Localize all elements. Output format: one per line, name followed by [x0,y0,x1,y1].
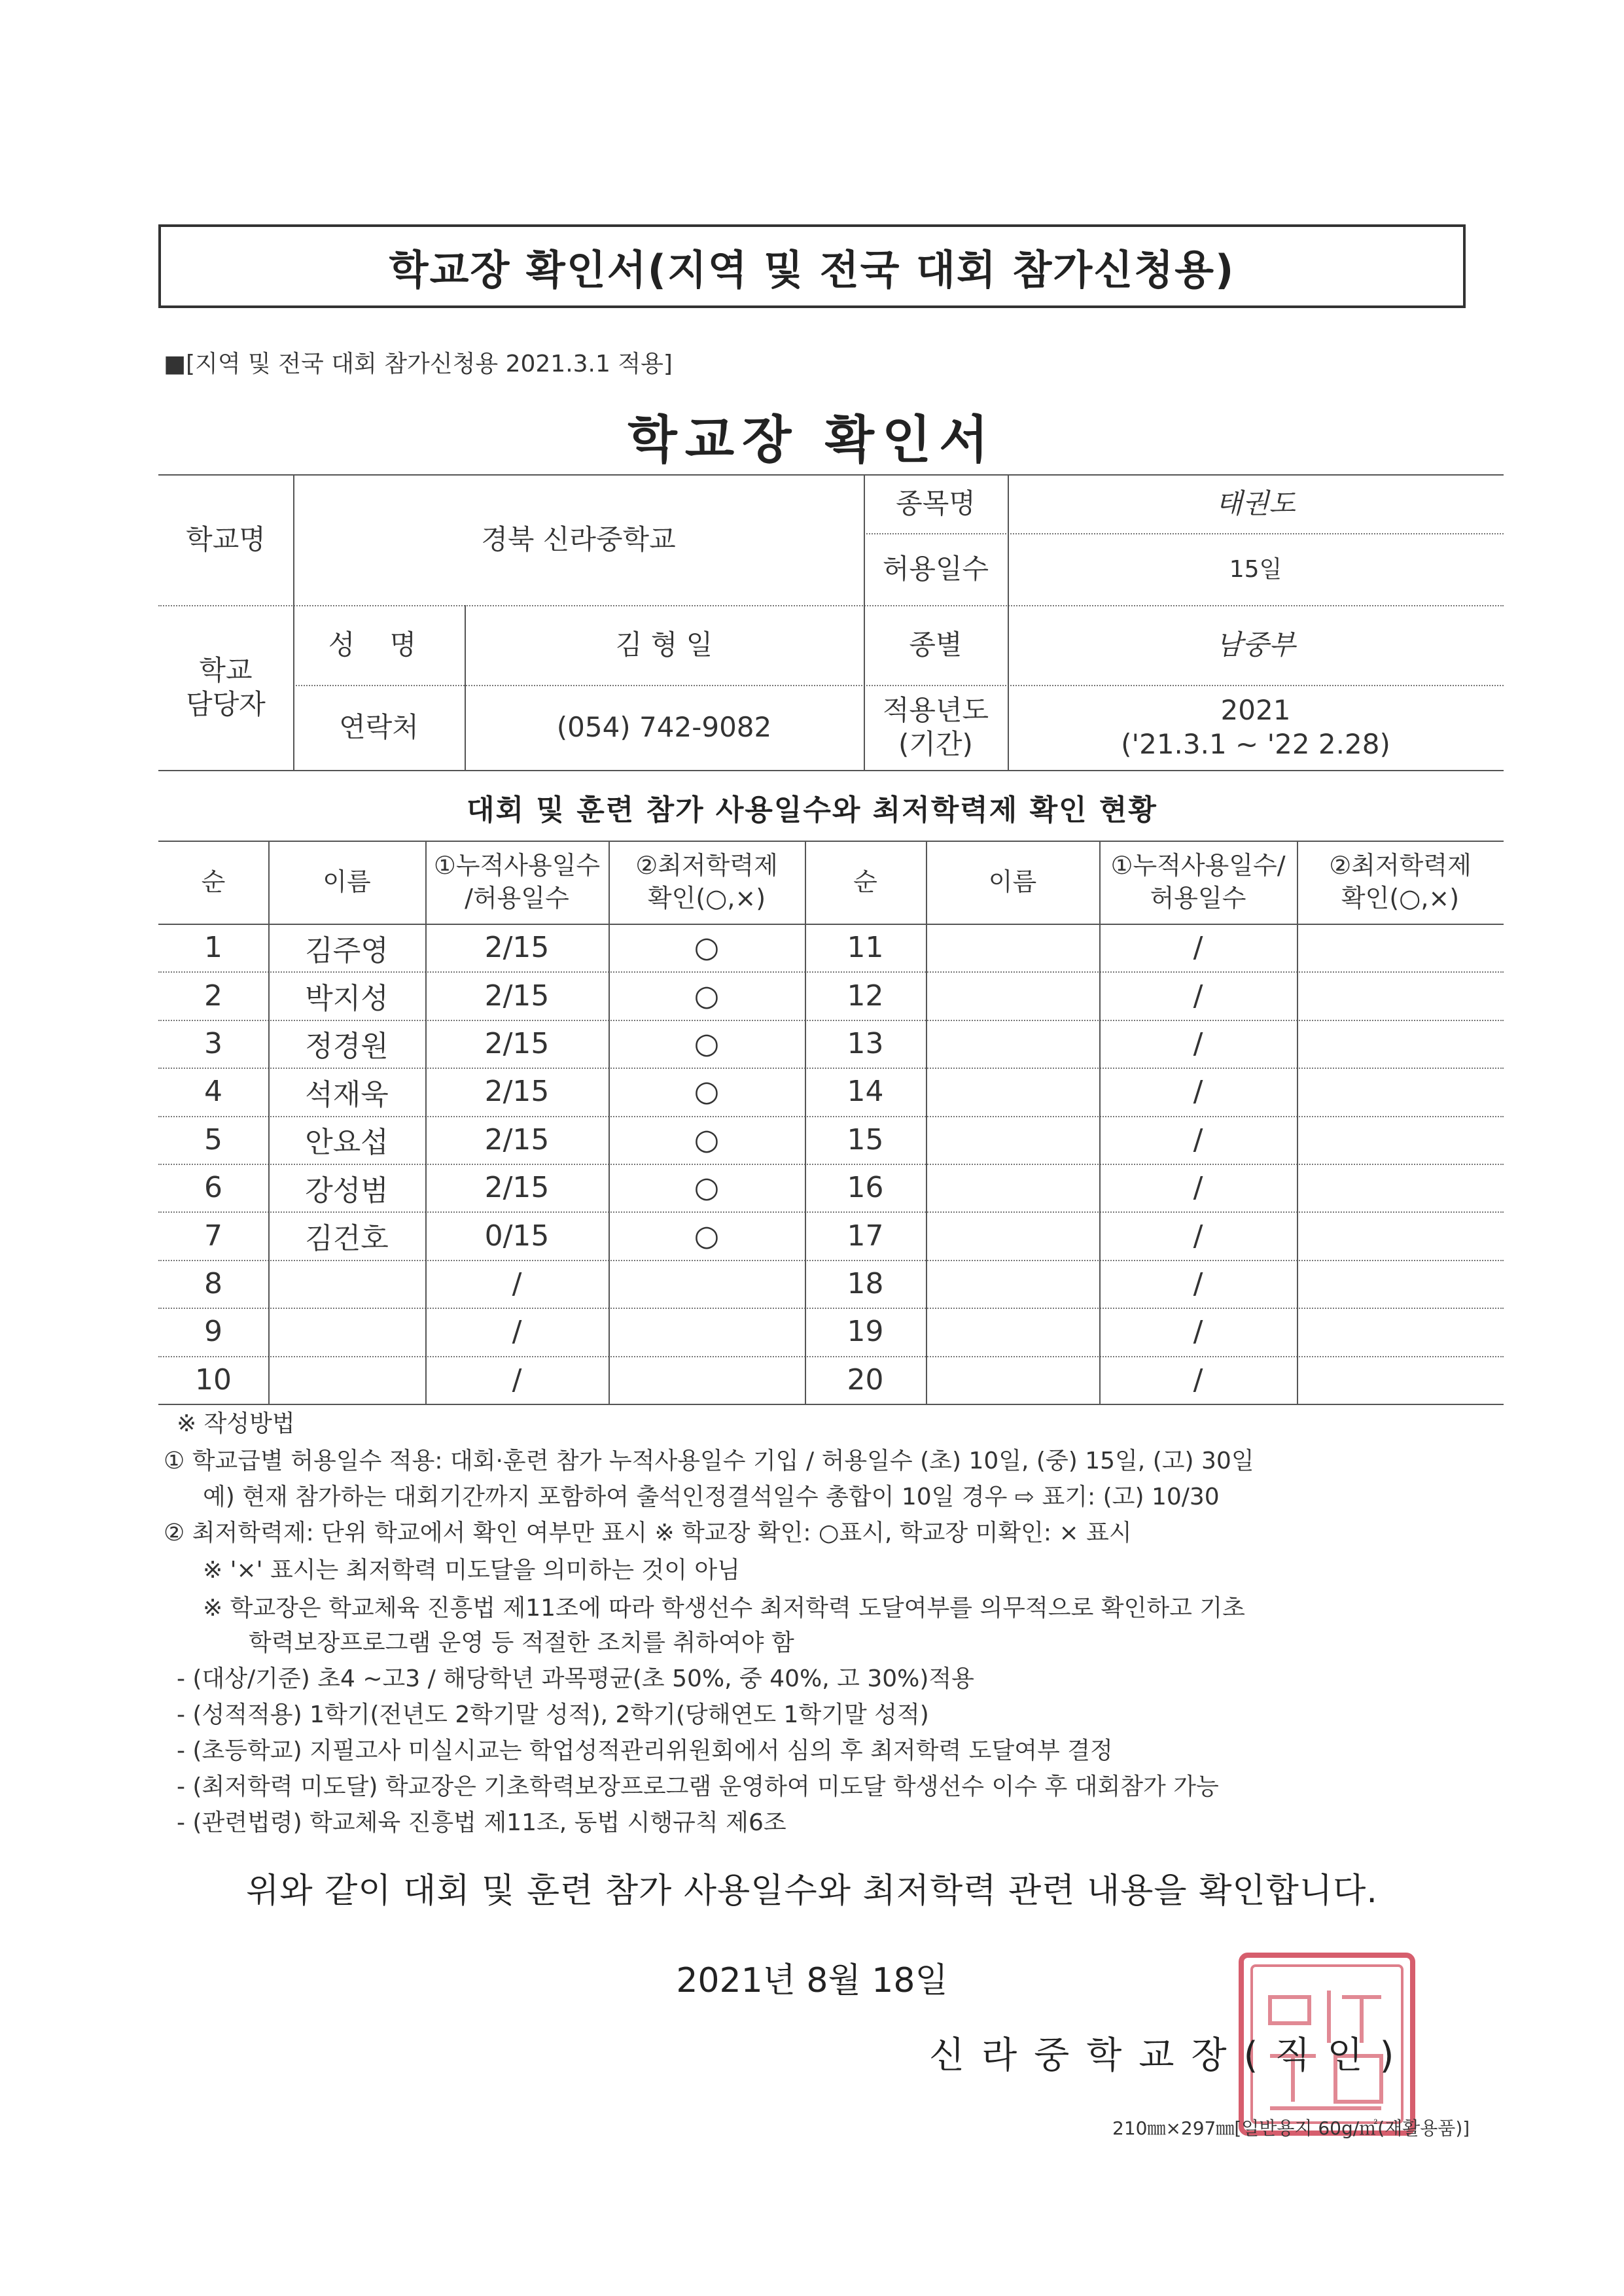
table-row-right-name [926,1356,1099,1404]
table-row-left-check: ○ [694,1075,720,1109]
signature-date: 2021년 8월 18일 [676,1961,948,2000]
table-row-right-name [926,1164,1099,1211]
table-row-right-check [1297,971,1504,1019]
table-row-left-days: / [512,1315,522,1349]
table-row-left-check [609,1260,805,1308]
table-row-left-name: 김건호 [305,1222,389,1256]
table-row-left-name: 안요섭 [305,1126,389,1160]
table-row-left-days: 2/15 [484,1122,550,1157]
school-name-value: 경북 신라중학교 [481,523,676,555]
table-row-left-check: ○ [694,931,720,965]
table-row-left-no: 8 [204,1266,222,1300]
school-name-label: 학교명 [186,523,266,555]
note-line-2: 예) 현재 참가하는 대회기간까지 포함하여 출석인정결석일수 총합이 10일 경우 ⇨ 표기: (고) 10/30 [203,1484,1220,1510]
table-row-left-name [268,1260,425,1308]
table-row-left-check: ○ [694,1171,720,1205]
table-row-left-name [268,1356,425,1404]
division-value: 남중부 [1216,628,1296,661]
allowed-days-value: 15일 [1229,555,1282,583]
document-header-title: 학교장 확인서(지역 및 전국 대회 참가신청용) [158,224,1466,308]
confirmation-statement: 위와 같이 대회 및 훈련 참가 사용일수와 최저학력 관련 내용을 확인합니다. [246,1871,1378,1911]
table-row-left-check: ○ [694,979,720,1013]
table-row-right-days: / [1193,1363,1203,1397]
period-value: ('21.3.1 ~ '22 2.28) [1121,728,1390,760]
table-row-right-days: / [1193,1266,1203,1300]
note-line-6: 학력보장프로그램 운영 등 적절한 조치를 취하여야 함 [249,1629,794,1656]
header-check-right [1297,841,1504,924]
header-no-right: 순 [853,867,877,896]
table-row-left-check: ○ [694,1122,720,1157]
table-row-left-days: 2/15 [484,1171,550,1205]
table-row-right-check [1297,1068,1504,1115]
table-row-right-no: 20 [847,1363,884,1397]
table-row-right-no: 15 [847,1122,884,1157]
page-title: 학교장 확인서 [627,411,997,470]
note-line-3: ② 최저학력제: 단위 학교에서 확인 여부만 표시 ※ 학교장 확인: ○표시, 학교장 미확인: × 표시 [164,1520,1132,1546]
table-row-left-check [609,1308,805,1355]
header-name-left: 이름 [323,867,371,896]
note-line-11: - (관련법령) 학교체육 진흥법 제11조, 동법 시행규칙 제6조 [177,1809,786,1836]
table-row-left-check: ○ [694,1219,720,1253]
note-line-5: ※ 학교장은 학교체육 진흥법 제11조에 따라 학생선수 최저학력 도달여부를 의무적으로 확인하고 기초 [203,1595,1245,1622]
table-row-left-no: 7 [204,1219,222,1253]
table-row-left-days: 2/15 [484,1026,550,1060]
year-value [1008,685,1504,770]
table-row-left-name: 정경원 [305,1030,389,1064]
phone-value: (054) 742-9082 [556,710,772,743]
header-days-right [1099,841,1297,924]
table-row-left-no: 5 [204,1122,222,1157]
table-row-left-name: 석재욱 [305,1077,389,1111]
name-label: 성 명 [328,628,430,661]
year-label-line-1: 적용년도 [882,693,989,726]
table-row-right-check [1297,1356,1504,1404]
table-row-right-check [1297,1308,1504,1355]
note-heading: ※ 작성방법 [177,1410,295,1437]
table-row-right-check [1297,1116,1504,1164]
table-row-right-no: 16 [847,1171,884,1205]
header-days-left [425,841,609,924]
contact-label-line-1: 학교 [199,653,253,686]
table-row-left-days: 2/15 [484,931,550,965]
principal-signature: 신라중학교장(직인) [929,2034,1411,2077]
table-row-left-days: 2/15 [484,1075,550,1109]
table-row-left-no: 10 [195,1363,232,1397]
table-row-left-days: 0/15 [484,1219,550,1253]
header-check-left [609,841,805,924]
table-row-right-name [926,971,1099,1019]
table-row-left-days: 2/15 [484,979,550,1013]
table-row-right-no: 18 [847,1266,884,1300]
table-row-right-no: 11 [847,931,884,965]
table-row-left-no: 1 [204,931,222,965]
table-row-right-name [926,1260,1099,1308]
table-row-left-check: ○ [694,1026,720,1060]
header-check-right-line-2: 확인(○,×) [1341,883,1460,913]
year-value-main: 2021 [1220,693,1291,726]
header-days-right-line-1: ①누적사용일수/ [1110,851,1286,880]
event-label: 종목명 [896,487,976,519]
division-label: 종별 [909,628,962,661]
table-row-left-no: 4 [204,1075,222,1109]
table-row-right-days: / [1193,1075,1203,1109]
table-row-right-no: 17 [847,1219,884,1253]
header-check-right-line-1: ②최저학력제 [1329,851,1472,880]
phone-label: 연락처 [339,710,419,743]
table-row-right-days: / [1193,931,1203,965]
table-row-right-name [926,1116,1099,1164]
table-row-right-days: / [1193,1171,1203,1205]
table-row-right-days: / [1193,1122,1203,1157]
table-row-right-check [1297,1164,1504,1211]
table-row-left-no: 9 [204,1315,222,1349]
note-line-9: - (초등학교) 지필고사 미실시교는 학업성적관리위원회에서 심의 후 최저학력 도달여부 결정 [177,1737,1113,1764]
table-row-right-no: 19 [847,1315,884,1349]
note-line-4: ※ '×' 표시는 최저학력 미도달을 의미하는 것이 아님 [203,1557,740,1584]
table-row-right-days: / [1193,1219,1203,1253]
table-row-right-name [926,1020,1099,1068]
note-line-1: ① 학교급별 허용일수 적용: 대회·훈련 참가 누적사용일수 기입 / 허용일수 (초) 10일, (중) 15일, (고) 30일 [164,1448,1254,1474]
table-row-left-name: 박지성 [305,982,389,1016]
header-name-right: 이름 [988,867,1037,896]
contact-label-line-2: 담당자 [186,688,266,720]
table-row-left-name: 강성범 [305,1174,389,1208]
table-row-right-days: / [1193,979,1203,1013]
paper-size-note: 210㎜×297㎜[일반용지 60g/㎡(재활용품)] [1112,2117,1470,2139]
table-row-right-no: 12 [847,979,884,1013]
header-days-right-line-2: 허용일수 [1150,883,1246,913]
section-title: 대회 및 훈련 참가 사용일수와 최저학력제 확인 현황 [467,793,1157,827]
table-row-right-days: / [1193,1315,1203,1349]
table-row-left-days: / [512,1266,522,1300]
table-row-right-name [926,1211,1099,1259]
note-line-7: - (대상/기준) 초4 ~고3 / 해당학년 과목평균(초 50%, 중 40%, 고 30%)적용 [177,1665,974,1692]
header-check-left-line-1: ②최저학력제 [635,851,778,880]
table-row-right-name [926,1308,1099,1355]
name-value: 김 형 일 [615,628,713,661]
table-row-left-no: 3 [204,1026,222,1060]
header-check-left-line-2: 확인(○,×) [647,883,766,913]
table-row-right-days: / [1193,1026,1203,1060]
header-days-left-line-1: ①누적사용일수 [433,851,601,880]
table-row-left-days: / [512,1363,522,1397]
contact-person-label [158,605,293,770]
year-label-line-2: (기간) [898,728,973,760]
table-row-right-check [1297,1020,1504,1068]
table-row-left-name [268,1308,425,1355]
table-row-right-check [1297,1211,1504,1259]
table-row-right-check [1297,924,1504,971]
event-value: 태권도 [1216,487,1296,519]
header-days-left-line-2: /허용일수 [465,883,569,913]
table-row-right-no: 14 [847,1075,884,1109]
note-line-10: - (최저학력 미도달) 학교장은 기초학력보장프로그램 운영하여 미도달 학생선수 이수 후 대회참가 가능 [177,1773,1219,1800]
table-row-left-no: 2 [204,979,222,1013]
note-line-8: - (성적적용) 1학기(전년도 2학기말 성적), 2학기(당해연도 1학기말 성적) [177,1701,929,1728]
table-row-right-name [926,924,1099,971]
year-label [864,685,1008,770]
table-row-right-check [1297,1260,1504,1308]
form-subnote: ■[지역 및 전국 대회 참가신청용 2021.3.1 적용] [164,351,673,377]
table-row-right-name [926,1068,1099,1115]
allowed-days-label: 허용일수 [882,552,989,585]
header-no-left: 순 [201,867,226,896]
table-row-left-name: 김주영 [305,933,389,967]
table-row-left-check [609,1356,805,1404]
table-row-right-no: 13 [847,1026,884,1060]
table-row-left-no: 6 [204,1171,222,1205]
